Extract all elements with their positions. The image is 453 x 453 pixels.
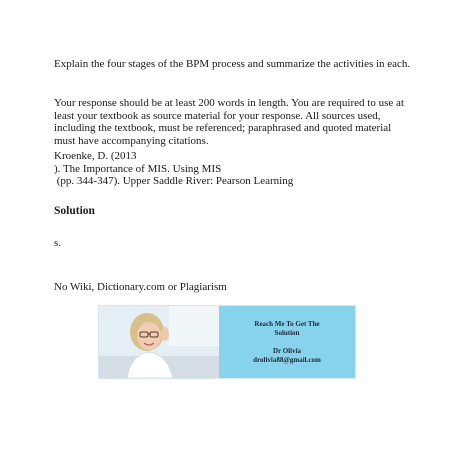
banner-contact-email[interactable]: drolivia88@gmail.com [253,355,321,364]
banner-line-2: Solution [274,328,300,337]
reference-citation [54,150,414,188]
contact-banner [98,305,356,379]
woman-photo-illustration [99,306,219,378]
banner-text-panel [219,306,355,378]
question-prompt: Explain the four stages of the BPM process and summarize the activities in each. [54,58,411,70]
plagiarism-note: No Wiki, Dictionary.com or Plagiarism [54,281,227,293]
reference-line: (pp. 344-347). Upper Saddle River: Pearson Learning [54,175,294,188]
solution-text: s. [54,237,62,249]
banner-contact-name: Dr Olivia [272,346,302,355]
reference-line: Kroenke, D. (2013 [54,150,137,162]
reference-line: ). The Importance of MIS. Using MIS [54,162,222,175]
question-requirements: Your response should be at least 200 words in length. You are required to use at least your textbook as source material for your response. All sources used, including the textbook, must be referenced; paraphrased and quoted material must have accompanying citations. [54,97,404,147]
banner-line-1: Reach Me To Get The [254,319,320,328]
solution-heading: Solution [54,205,95,217]
banner-photo [99,306,219,378]
